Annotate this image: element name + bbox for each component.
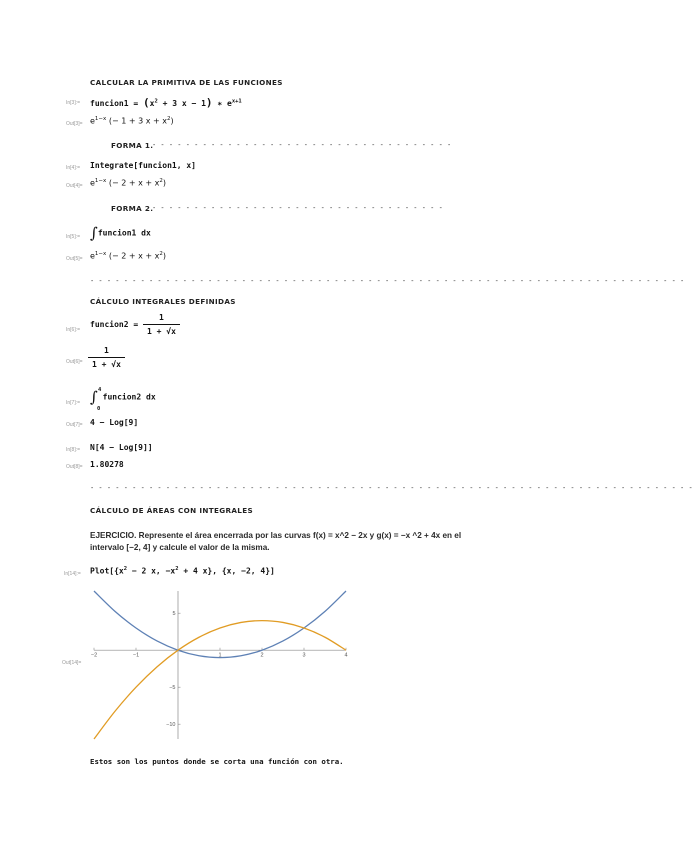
out14-label: Out[14]= <box>62 660 82 666</box>
forma1-dashes: - - - - - - - - - - - - - - - - - - - - - - - - - - - - - - - - - - - - <box>152 141 452 149</box>
e-base: e <box>90 178 95 188</box>
exponent-two: 2 <box>154 98 158 105</box>
integral-in5[interactable] <box>90 224 151 242</box>
e-base: e <box>90 251 95 261</box>
funcion2-definition[interactable] <box>90 313 180 336</box>
exp: 1−x <box>94 116 107 122</box>
funcion1-lhs: funcion1 = <box>90 99 143 108</box>
out4-expression <box>90 178 166 188</box>
plot-svg <box>88 585 358 745</box>
close: ) <box>170 116 174 126</box>
out6-fraction-wrap <box>88 346 125 369</box>
section-title-definidas: CÁLCULO INTEGRALES DEFINIDAS <box>90 297 236 306</box>
integral-sign: ∫ <box>90 388 98 406</box>
x-var: x <box>149 99 155 108</box>
sqrt-x: √x <box>111 360 121 369</box>
den-prefix: 1 + <box>92 360 112 369</box>
denominator <box>143 325 180 336</box>
integral-in7[interactable] <box>90 387 156 412</box>
funcion1-definition[interactable] <box>90 96 242 109</box>
out7-value: 4 − Log[9] <box>90 418 139 427</box>
y-tick-label: −5 <box>169 685 176 692</box>
in3-label: In[3]:= <box>66 100 81 106</box>
out8-value: 1.80278 <box>90 460 124 469</box>
funcion2-fraction <box>143 313 180 336</box>
body: (− 1 + 3 x + x <box>106 116 167 126</box>
out6-label: Out[6]= <box>66 359 83 365</box>
in8-label: In[8]:= <box>66 447 81 453</box>
series-line-2 <box>94 621 346 739</box>
integrate-command[interactable]: Integrate[funcion1, x] <box>90 161 196 170</box>
forma1-label: FORMA 1. <box>111 141 154 150</box>
body: (− 2 + x + x <box>106 251 160 261</box>
y-tick-label: −10 <box>166 722 176 729</box>
in4-label: In[4]:= <box>66 165 81 171</box>
paren-close: ) <box>205 96 213 109</box>
funcion1-rest: + 3 x − 1 <box>157 99 206 108</box>
y-tick-label: 5 <box>172 611 176 618</box>
den-prefix: 1 + <box>146 327 167 336</box>
exponent-two: 2 <box>166 116 171 122</box>
n-command[interactable]: N[4 − Log[9]] <box>90 443 153 452</box>
integral-body: funcion2 dx <box>102 392 156 402</box>
close: ) <box>162 251 166 261</box>
x-tick-label: −2 <box>90 652 98 659</box>
exponent-two: 2 <box>175 566 179 572</box>
out5-expression <box>90 251 166 261</box>
exp: 1−x <box>94 251 107 257</box>
exp: 1−x <box>94 178 107 184</box>
plot-command[interactable] <box>90 566 275 576</box>
x-tick-label: 2 <box>260 652 264 659</box>
plot-mid: − 2 x, −x <box>127 566 176 576</box>
numerator: 1 <box>143 313 180 325</box>
x-tick-label: 1 <box>218 652 222 659</box>
x-tick-label: 4 <box>344 652 348 659</box>
section-title-primitiva: CALCULAR LA PRIMITIVA DE LAS FUNCIONES <box>90 78 283 87</box>
separator-2: - - - - - - - - - - - - - - - - - - - - - - - - - - - - - - - - - - - - - - - - - - - - - - - - - - - - - - - - - - - - - - - - - - - - - - - - <box>90 484 693 492</box>
exponent-two: 2 <box>159 178 163 184</box>
in5-label: In[5]:= <box>66 234 81 240</box>
series-line-1 <box>94 591 346 658</box>
exponent-x-plus-1: x+1 <box>231 98 242 105</box>
plot-suffix: + 4 x}, {x, −2, 4}] <box>178 566 275 576</box>
sqrt-x: √x <box>166 327 176 336</box>
in14-label: In[14]:= <box>64 571 81 577</box>
forma2-dashes: - - - - - - - - - - - - - - - - - - - - - - - - - - - - - - - - - - - <box>152 204 443 212</box>
paren-open: ( <box>142 96 150 109</box>
x-tick-label: 3 <box>302 652 306 659</box>
x-tick-label: −1 <box>132 652 140 659</box>
body: (− 2 + x + x <box>106 178 160 188</box>
lower-limit: 0 <box>97 406 101 412</box>
plot-prefix: Plot[{x <box>90 566 124 576</box>
close: ) <box>162 178 166 188</box>
out8-label: Out[8]= <box>66 464 83 470</box>
in6-label: In[6]:= <box>66 327 81 333</box>
exponent-two: 2 <box>123 566 128 572</box>
in7-label: In[7]:= <box>66 400 81 406</box>
plot-area <box>88 585 358 745</box>
footer-text: Estos son los puntos donde se corta una función con otra. <box>90 757 344 766</box>
upper-limit: 4 <box>98 387 102 393</box>
out6-fraction <box>88 346 125 369</box>
times-e: ∗ e <box>212 99 232 108</box>
out4-label: Out[4]= <box>66 183 83 189</box>
forma2-label: FORMA 2. <box>111 204 154 213</box>
e-base: e <box>90 116 95 126</box>
section-title-areas: CÁLCULO DE ÁREAS CON INTEGRALES <box>90 506 254 515</box>
denominator <box>88 358 125 369</box>
out3-label: Out[3]= <box>66 121 83 127</box>
integral-body: funcion1 dx <box>97 228 151 238</box>
out7-label: Out[7]= <box>66 422 83 428</box>
exercise-text: EJERCICIO. Represente el área encerrada por las curvas f(x) = x^2 − 2x y g(x) = −x ^2 + 4x en el intervalo [−2, 4] y calcule el valor de la misma. <box>90 531 462 552</box>
integral-sign: ∫ <box>90 224 98 242</box>
separator-1: - - - - - - - - - - - - - - - - - - - - - - - - - - - - - - - - - - - - - - - - - - - - - - - - - - - - - - - - - - - - - - - - - - - - - - - <box>90 277 685 285</box>
exponent-two: 2 <box>159 251 163 257</box>
out5-label: Out[5]= <box>66 256 83 262</box>
numerator: 1 <box>88 346 125 358</box>
out3-expression <box>90 116 174 126</box>
funcion2-lhs: funcion2 = <box>90 320 143 329</box>
